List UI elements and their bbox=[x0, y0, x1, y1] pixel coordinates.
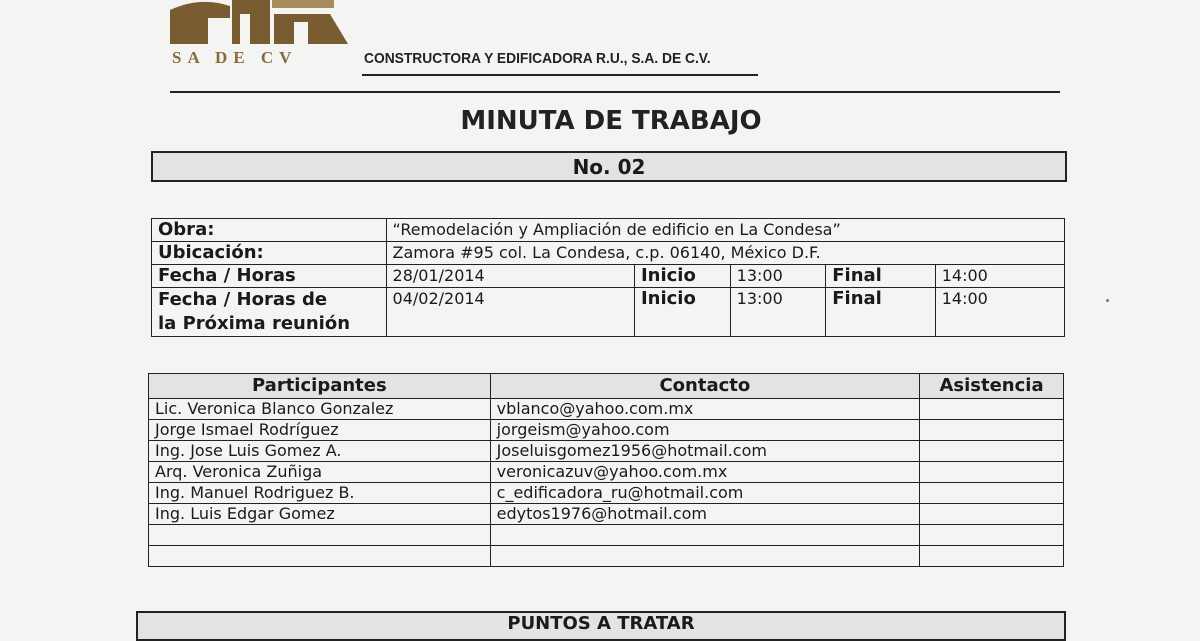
participant-attendance bbox=[920, 399, 1064, 420]
table-row bbox=[149, 420, 1064, 441]
participants-header-row bbox=[149, 374, 1064, 399]
info-row-obra bbox=[152, 219, 1065, 242]
info-row-ubicacion bbox=[152, 242, 1065, 265]
info-table bbox=[151, 218, 1065, 337]
table-row bbox=[149, 504, 1064, 525]
info-row-proxima bbox=[152, 288, 1065, 337]
obra-value: “Remodelación y Ampliación de edificio en La Condesa” bbox=[386, 219, 1064, 242]
company-name: CONSTRUCTORA Y EDIFICADORA R.U., S.A. DE C.V. bbox=[364, 50, 711, 67]
table-row-empty bbox=[149, 525, 1064, 546]
participant-attendance bbox=[920, 462, 1064, 483]
participants-table bbox=[148, 373, 1064, 567]
proxima-final: 14:00 bbox=[935, 288, 1064, 337]
final-value: 14:00 bbox=[935, 265, 1064, 288]
logo-caption: SA DE CV bbox=[172, 48, 298, 67]
header-asistencia: Asistencia bbox=[920, 374, 1064, 399]
participant-name: Ing. Manuel Rodriguez B. bbox=[149, 483, 491, 504]
participant-contact: jorgeism@yahoo.com bbox=[490, 420, 919, 441]
participant-contact: c_edificadora_ru@hotmail.com bbox=[490, 483, 919, 504]
inicio-label: Inicio bbox=[634, 265, 730, 288]
table-row bbox=[149, 462, 1064, 483]
participant-attendance bbox=[920, 504, 1064, 525]
participant-name: Ing. Luis Edgar Gomez bbox=[149, 504, 491, 525]
document-title: MINUTA DE TRABAJO bbox=[460, 106, 762, 136]
ubicacion-value: Zamora #95 col. La Condesa, c.p. 06140, México D.F. bbox=[386, 242, 1064, 265]
fecha-label: Fecha / Horas bbox=[152, 265, 387, 288]
proxima-label-line2: la Próxima reunión bbox=[158, 313, 351, 334]
scan-speck bbox=[1106, 299, 1109, 302]
logo-mark bbox=[170, 0, 348, 44]
participant-contact: veronicazuv@yahoo.com.mx bbox=[490, 462, 919, 483]
participant-contact: Joseluisgomez1956@hotmail.com bbox=[490, 441, 919, 462]
proxima-fecha: 04/02/2014 bbox=[386, 288, 634, 337]
participant-attendance bbox=[920, 420, 1064, 441]
header-participantes: Participantes bbox=[149, 374, 491, 399]
table-row bbox=[149, 399, 1064, 420]
header-contacto: Contacto bbox=[490, 374, 919, 399]
table-row bbox=[149, 483, 1064, 504]
ubicacion-label: Ubicación: bbox=[152, 242, 387, 265]
table-row bbox=[149, 441, 1064, 462]
participant-name: Jorge Ismael Rodríguez bbox=[149, 420, 491, 441]
points-header: PUNTOS A TRATAR bbox=[136, 611, 1066, 641]
header-rule bbox=[170, 91, 1060, 93]
info-row-fecha bbox=[152, 265, 1065, 288]
participant-contact: vblanco@yahoo.com.mx bbox=[490, 399, 919, 420]
participant-name: Lic. Veronica Blanco Gonzalez bbox=[149, 399, 491, 420]
participant-contact: edytos1976@hotmail.com bbox=[490, 504, 919, 525]
proxima-inicio: 13:00 bbox=[730, 288, 826, 337]
fecha-value: 28/01/2014 bbox=[386, 265, 634, 288]
participant-name: Ing. Jose Luis Gomez A. bbox=[149, 441, 491, 462]
proxima-inicio-label: Inicio bbox=[634, 288, 730, 337]
participant-name: Arq. Veronica Zuñiga bbox=[149, 462, 491, 483]
inicio-value: 13:00 bbox=[730, 265, 826, 288]
proxima-final-label: Final bbox=[826, 288, 935, 337]
table-row-empty bbox=[149, 546, 1064, 567]
company-underline bbox=[362, 74, 758, 76]
document-number: No. 02 bbox=[151, 151, 1067, 182]
participant-attendance bbox=[920, 441, 1064, 462]
final-label: Final bbox=[826, 265, 935, 288]
obra-label: Obra: bbox=[152, 219, 387, 242]
participant-attendance bbox=[920, 483, 1064, 504]
proxima-label-line1: Fecha / Horas de bbox=[158, 289, 328, 310]
proxima-label bbox=[152, 288, 387, 337]
